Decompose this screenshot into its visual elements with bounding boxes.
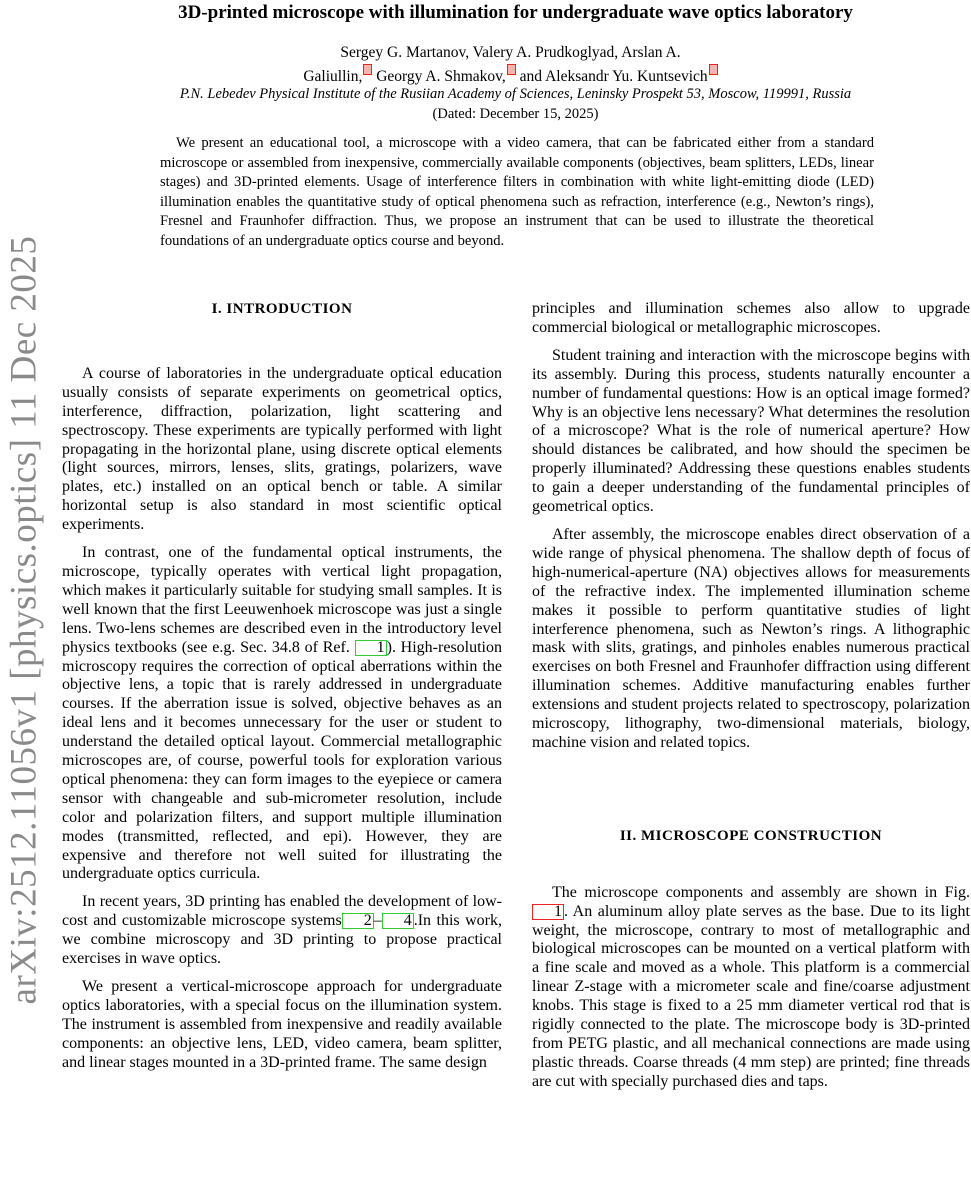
author-line-1: Sergey G. Martanov, Valery A. Prudkoglyad, Arslan A. — [340, 44, 681, 61]
paragraph: We present a vertical-microscope approach for undergraduate optics laboratories, with a special focus on the illumination system. The instrument is assembled from inexpensive and readily available components: an objective lens, LED, video camera, beam splitter, and linear stages mounted in a 3D-printed frame. The same design — [62, 978, 502, 1071]
paragraph: In contrast, one of the fundamental optical instruments, the microscope, typically operates with vertical light propagation, which makes it particularly suitable for studying small samples. It is well known that the first Leeuwenhoek microscope was just a single lens. Two-lens schemes are described even in the introductory level physics textbooks (see e.g. Sec. 34.8 of Ref. 1 ). High-resolution microscopy requires the correction of optical aberrations within the objective lens, a topic that is rarely addressed in undergraduate courses. If the aberration issue is solved, objective behaves as an ideal lens and it becomes unnecessary for the user or student to understand the detailed optical layout. Commercial metallographic microscopes are, of course, powerful tools for exploration various optical phenomena: they can form images to the eyepiece or camera sensor with changeable and sub-micrometer resolution, include color and polarization filters, and support multiple illumination modes (transmitted, reflected, and epi). However, they are expensive and therefore not well suited for illustrating the undergraduate optics curricula. — [62, 544, 503, 883]
affiliation: P.N. Lebedev Physical Institute of the Rusiian Academy of Sciences, Leninsky Prospekt 53, Moscow, 119991, Russia — [179, 86, 852, 102]
date-line: (Dated: December 15, 2025) — [432, 106, 599, 122]
author-galiullin: Galiullin, — [303, 68, 363, 86]
paper-title: 3D-printed microscope with illumination for undergraduate wave optics laboratory — [178, 2, 853, 23]
paragraph: principles and illumination schemes also allow to upgrade commercial biological or metallographic microscopes. — [532, 300, 970, 336]
arxiv-sidebar — [0, 0, 48, 1200]
section-heading-introduction: I. INTRODUCTION — [211, 301, 353, 317]
right-column — [532, 300, 970, 1101]
author-list — [200, 42, 821, 88]
author-kuntsevich: and Aleksandr Yu. Kuntsevich — [515, 68, 708, 86]
paragraph: In recent years, 3D printing has enabled the development of low-cost and customizable microscope systems 2 – 4 .In this work, we combine microscopy and 3D printing to propose practical exercises in wave optics. — [62, 893, 502, 968]
left-column — [62, 300, 502, 1082]
citation-link[interactable]: 2 — [342, 913, 374, 929]
paragraph: Student training and interaction with the microscope begins with its assembly. During this process, students naturally encounter a number of fundamental questions: How is an optical image formed? Why is an objective lens necessary? What determines the resolution of a microscope? What is the role of numerical aperture? How should distances be calibrated, and how should the specimen be properly illuminated? Addressing these questions enables students to gain a deeper understanding of the fundamental principles of geometrical optics. — [532, 346, 970, 516]
paragraph: After assembly, the microscope enables direct observation of a wide range of physical phenomena. The shallow depth of focus of high-numerical-aperture (NA) objectives allows for measurements of the refractive index. The implemented illumination scheme makes it possible to perform quantitative studies of light interference phenomena, such as Newton’s rings. A lithographic mask with slits, gratings, and pinholes enables numerous practical exercises on both Fresnel and Fraunhofer diffraction using different illumination schemes. Additive manufacturing enables further extensions and student projects related to spectroscopy, polarization microscopy, lithography, two-dimensional materials, biology, machine vision and related topics. — [532, 525, 970, 751]
figure-link[interactable]: 1 — [532, 904, 564, 920]
author-shmakov: Georgy A. Shmakov, — [372, 68, 506, 86]
abstract: We present an educational tool, a microscope with a video camera, that can be fabricated either from a standard microscope or assembled from inexpensive, commercially available components (objectives, beam splitters, LEDs, linear stages) and 3D-printed elements. Usage of interference filters in combination with white light-emitting diode (LED) illumination enables the quantitative study of optical phenomena such as refraction, interference (e.g., Newton’s rings), Fresnel and Fraunhofer diffraction. Thus, we propose an instrument that can be used to illustrate the theoretical foundations of an undergraduate optics course and beyond. — [160, 135, 874, 249]
paragraph: A course of laboratories in the undergraduate optical education usually consists of separate experiments on geometrical optics, interference, diffraction, polarization, light scattering and spectroscopy. These experiments are typically performed with light propagating in the horizontal plane, using discrete optical elements (light sources, mirrors, lenses, slits, gratings, polarizers, wave plates, etc.) installed on an optical bench or table. A similar horizontal setup is also standard in most scientific optical experiments. — [62, 364, 502, 534]
citation-link[interactable]: 4 — [382, 913, 414, 929]
section-heading-construction: II. MICROSCOPE CONSTRUCTION — [619, 827, 883, 844]
arxiv-identifier: arXiv:2512.11056v1 [physics.optics] 11 Dec 2025 — [3, 235, 45, 1005]
paragraph: The microscope components and assembly are shown in Fig. 1 . An aluminum alloy plate serves as the base. Due to its light weight, the microscope, contrary to most of metallographic and biological microscopes can be mounted on a vertical platform with a fine scale and moved as a whole. This platform is a commercial linear Z-stage with a micrometer scale and fine/coarse adjustment knobs. This stage is fixed to a 25 mm diameter vertical rod that is rigidly connected to the plate. The microscope body is 3D-printed from PETG plastic, and all mechanical connections are made using plastic threads. Coarse threads (4 mm step) are printed; fine threads are cut with specially purchased dies and taps. — [532, 883, 970, 1090]
citation-link[interactable]: 1 — [355, 640, 387, 656]
footnote-marker[interactable] — [709, 64, 718, 75]
footnote-marker[interactable] — [507, 64, 516, 75]
footnote-marker[interactable] — [363, 64, 372, 75]
